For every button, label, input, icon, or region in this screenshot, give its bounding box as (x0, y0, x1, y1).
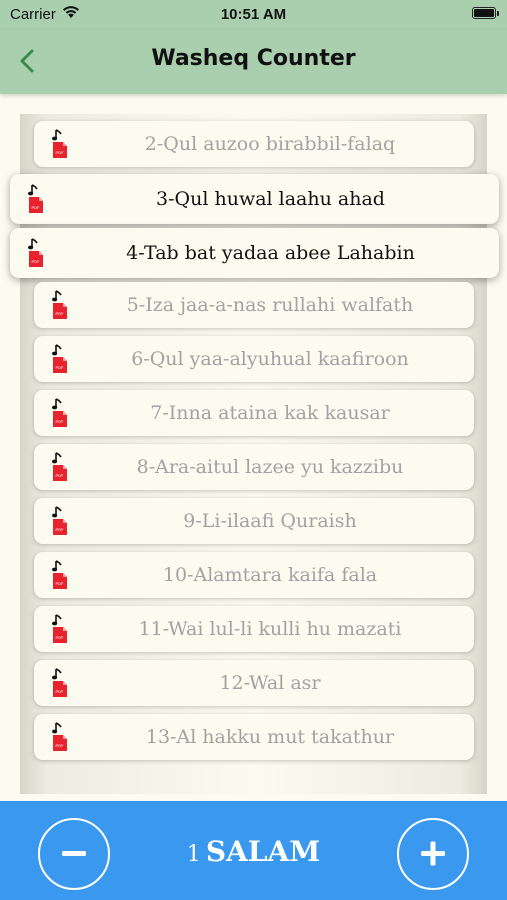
svg-text:PDF: PDF (55, 527, 64, 532)
list-item[interactable] (34, 444, 474, 490)
list-item[interactable] (34, 121, 474, 167)
list-item-label: 8-Ara-aitul lazee yu kazzibu (136, 456, 404, 478)
carrier-label: Carrier (10, 6, 56, 23)
svg-text:PDF: PDF (55, 581, 64, 586)
svg-text:PDF: PDF (55, 689, 64, 694)
list-item-label: 9-Li-ilaafi Quraish (183, 510, 357, 532)
music-pdf-icon (28, 184, 44, 214)
list-item[interactable] (34, 660, 474, 706)
status-bar (0, 0, 507, 30)
list-item-label: 4-Tab bat yadaa abee Lahabin (126, 242, 415, 264)
nav-bar (0, 30, 507, 94)
svg-text:PDF: PDF (55, 473, 64, 478)
list-item[interactable] (34, 390, 474, 436)
counter-word: SALAM (205, 835, 321, 868)
svg-text:PDF: PDF (55, 311, 64, 316)
music-pdf-icon (52, 290, 68, 320)
list-item-label: 12-Wal asr (219, 672, 321, 694)
list-item-label: 2-Qul auzoo birabbil-falaq (144, 133, 396, 155)
svg-text:PDF: PDF (31, 259, 40, 264)
list-item-label: 3-Qul huwal laahu ahad (156, 188, 385, 210)
music-pdf-icon (52, 560, 68, 590)
music-pdf-icon (52, 129, 68, 159)
counter-value: 1 (186, 842, 201, 867)
increment-button[interactable] (397, 818, 469, 890)
music-pdf-icon (52, 344, 68, 374)
list-item[interactable] (34, 552, 474, 598)
music-pdf-icon (52, 506, 68, 536)
list-item-label: 11-Wai lul-li kulli hu mazati (138, 618, 402, 640)
list-item-label: 7-Inna ataina kak kausar (150, 402, 390, 424)
counter-bar (0, 801, 507, 900)
status-time: 10:51 AM (220, 6, 287, 23)
svg-text:PDF: PDF (55, 365, 64, 370)
music-pdf-icon (52, 452, 68, 482)
svg-text:PDF: PDF (55, 635, 64, 640)
list-item[interactable] (10, 228, 499, 278)
svg-text:PDF: PDF (55, 743, 64, 748)
music-pdf-icon (52, 398, 68, 428)
music-pdf-icon (52, 614, 68, 644)
surah-list[interactable] (0, 94, 507, 801)
svg-text:PDF: PDF (31, 205, 40, 210)
battery-icon (472, 7, 496, 19)
list-item[interactable] (34, 714, 474, 760)
svg-text:PDF: PDF (55, 419, 64, 424)
music-pdf-icon (52, 722, 68, 752)
list-item-label: 13-Al hakku mut takathur (145, 726, 395, 748)
list-item-label: 6-Qul yaa-alyuhual kaafiroon (131, 348, 409, 370)
list-item[interactable] (34, 606, 474, 652)
music-pdf-icon (28, 238, 44, 268)
svg-text:PDF: PDF (55, 150, 64, 155)
page-title: Washeq Counter (151, 46, 356, 71)
list-item-label: 10-Alamtara kaifa fala (162, 564, 378, 586)
music-pdf-icon (52, 668, 68, 698)
list-item[interactable] (10, 174, 499, 224)
list-item[interactable] (34, 498, 474, 544)
list-item-label: 5-Iza jaa-a-nas rullahi walfath (126, 294, 414, 316)
list-item[interactable] (34, 336, 474, 382)
list-item[interactable] (34, 282, 474, 328)
plus-icon (399, 820, 467, 888)
